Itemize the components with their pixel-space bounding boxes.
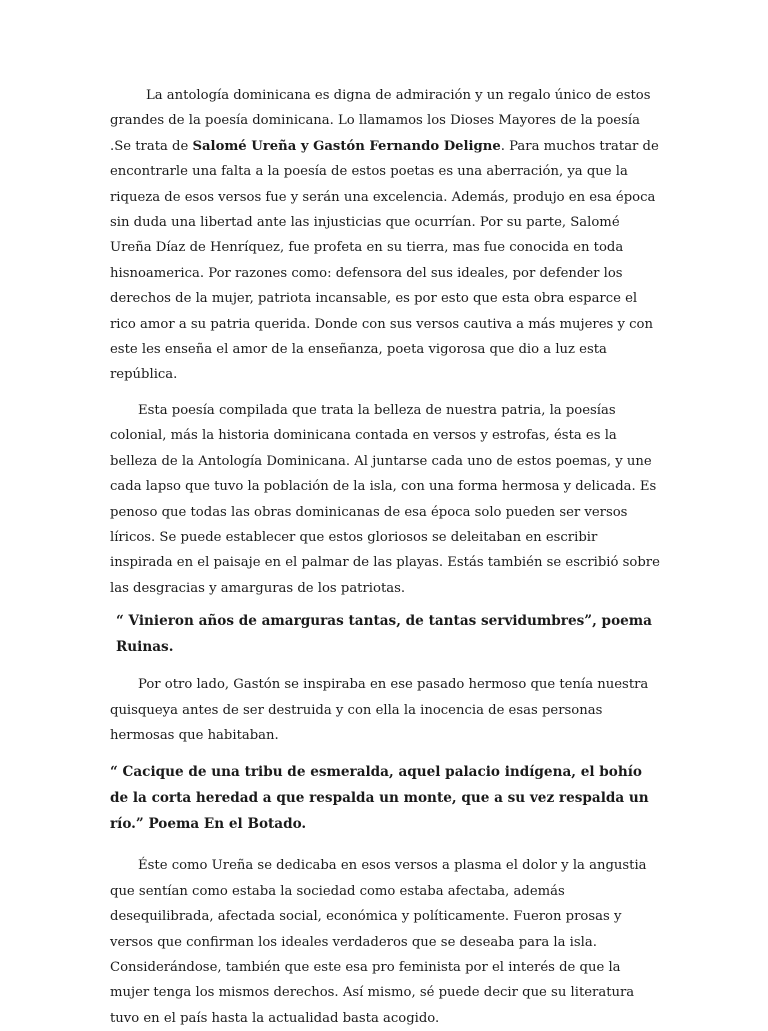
quote-ruinas: “ Vinieron años de amarguras tantas, de tantas servidumbres”, poema Ruinas. [116, 613, 652, 656]
quote-botado: “ Cacique de una tribu de esmeralda, aquel palacio indígena, el bohío de la corta heredad a que respalda un monte, que a su vez respalda un río.” Poema En el Botado. [110, 764, 649, 833]
paragraph-conclusion: Éste como Ureña se dedicaba en esos versos a plasma el dolor y la angustia que sentían como estaba la sociedad como estaba afectaba, además desequilibrada, afectada social, económica y políticamente. Fueron prosas y versos que confirman los ideales verdaderos que se deseaba para la isla. Considerándose, también que este esa pro feminista por el interés de que la mujer tenga los mismos derechos. Así mismo, sé puede decir que su literatura tuvo en el país hasta la actualidad basta acogido. [110, 858, 647, 1026]
paragraph-intro [110, 83, 660, 388]
paragraph-intro-rest: . Para muchos tratar de encontrarle una falta a la poesía de estos poetas es una aberración, ya que la riqueza de esos versos fue y serán una excelencia. Además, produjo en esa época sin duda una libertad ante las injusticias que ocurrían. Por su parte, Salomé Ureña Díaz de Henríquez, fue profeta en su tierra, mas fue conocida en toda hisnoamerica. Por razones como: defensora del sus ideales, por defender los derechos de la mujer, patriota incansable, es por esto que esta obra esparce el rico amor a su patria querida. Donde con sus versos cautiva a más mujeres y con este les enseña el amor de la enseñanza, poeta vigorosa que dio a luz esta república. [110, 138, 659, 383]
paragraph-gaston: Por otro lado, Gastón se inspiraba en ese pasado hermoso que tenía nuestra quisqueya antes de ser destruida y con ella la inocencia de esas personas hermosas que habitaban. [110, 677, 649, 743]
poets-names: Salomé Ureña y Gastón Fernando Deligne [192, 138, 501, 154]
paragraph-anthology: Esta poesía compilada que trata la belleza de nuestra patria, la poesías colonial, más la historia dominicana contada en versos y estrofas, ésta es la belleza de la Antología Dominicana. Al juntarse cada uno de estos poemas, y une cada lapso que tuvo la población de la isla, con una forma hermosa y delicada. Es penoso que todas las obras dominicanas de esa época solo pueden ser versos líricos. Se puede establecer que estos gloriosos se deleitaban en escribir inspirada en el paisaje en el palmar de las playas. Estás también se escribió sobre las desgracias y amarguras de los patriotas. [110, 402, 660, 596]
paragraph-intro-lead: La antología dominicana es digna de admiración y un regalo único de estos grandes de la poesía dominicana. Lo llamamos los Dioses Mayores de la poesía .Se trata de [110, 88, 651, 154]
